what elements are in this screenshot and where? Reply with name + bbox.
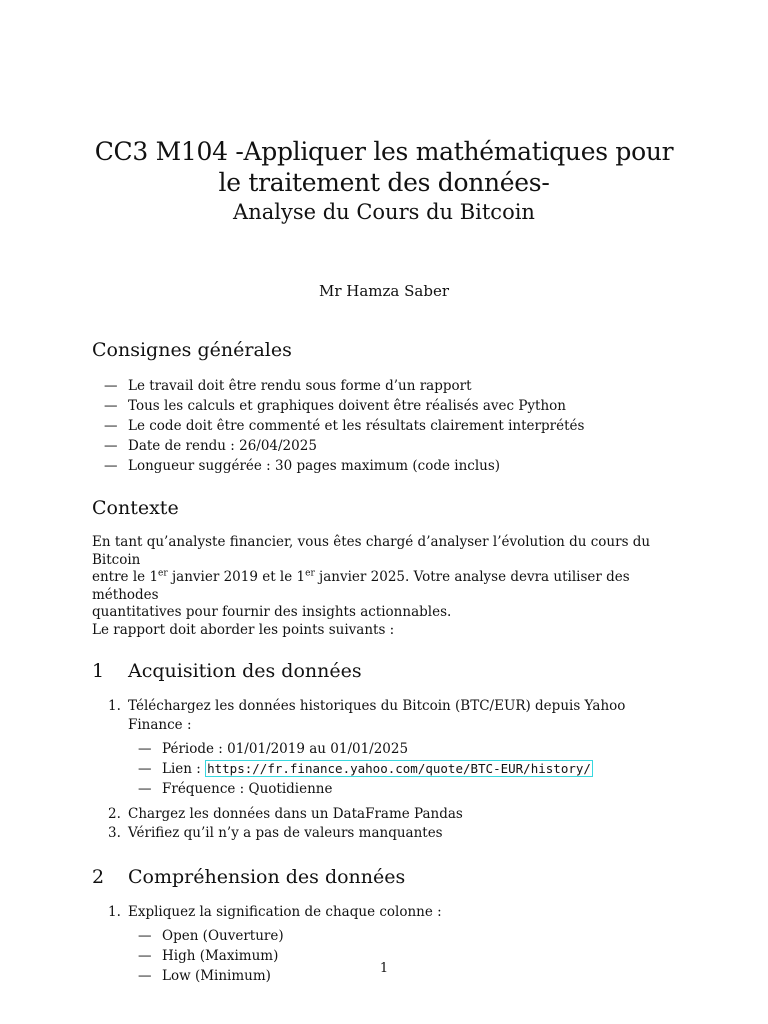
list-marker: 1. (108, 698, 121, 714)
list-item: — Tous les calculs et graphiques doivent être réalisés avec Python (104, 396, 678, 416)
section-number: 1 (92, 660, 105, 682)
list-item: — Open (Ouverture) (138, 926, 678, 946)
list-marker: 2. (108, 806, 121, 822)
consignes-heading: Consignes générales (92, 339, 292, 361)
contexte-line: quantitatives pour fournir des insights actionnables. (92, 604, 452, 620)
document-title-line-2: le traitement des données- (218, 168, 550, 197)
list-item-text: Expliquez la signification de chaque colonne : (128, 904, 442, 920)
text-span: entre le 1 (92, 569, 159, 585)
list-item: — Période : 01/01/2019 au 01/01/2025 (138, 739, 678, 759)
yahoo-finance-link[interactable]: https://fr.finance.yahoo.com/quote/BTC-EUR/history/ (207, 761, 591, 776)
section-title: Compréhension des données (128, 866, 406, 888)
section-1-list (92, 697, 678, 843)
list-item: — Le code doit être commenté et les résultats clairement interprétés (104, 416, 678, 436)
list-item (138, 759, 678, 779)
section-1-heading (92, 659, 678, 683)
section-number: 2 (92, 866, 105, 888)
list-item: — Low (Minimum) (138, 966, 678, 986)
list-item: — High (Maximum) (138, 946, 678, 966)
list-item (92, 697, 678, 799)
text-span: janvier 2019 et le 1 (167, 569, 306, 585)
list-item-text: Vérifiez qu’il n’y a pas de valeurs manquantes (128, 825, 443, 841)
list-item-text: Téléchargez les données historiques du Bitcoin (BTC/EUR) depuis Yahoo Finance : (128, 698, 626, 733)
author: Mr Hamza Saber (318, 282, 450, 300)
list-marker: 3. (108, 825, 121, 841)
list-item-text: Chargez les données dans un DataFrame Pandas (128, 806, 463, 822)
page-number: 1 (379, 961, 389, 976)
section-title: Acquisition des données (128, 660, 362, 682)
document-title-line-1: CC3 M104 -Appliquer les mathématiques pour (94, 137, 674, 166)
section-2-heading (92, 865, 678, 889)
superscript: er (158, 568, 168, 579)
text-span: janvier 2025. Votre analyse devra utiliser des méthodes (92, 569, 630, 603)
list-item: — Fréquence : Quotidienne (138, 779, 678, 799)
title-block (0, 136, 768, 226)
superscript: er (305, 568, 315, 579)
list-marker: 1. (108, 904, 121, 920)
contexte-line: Le rapport doit aborder les points suivants : (92, 621, 395, 638)
contexte-line: En tant qu’analyste financier, vous êtes chargé d’analyser l’évolution du cours du Bitcoin (92, 534, 651, 568)
link-label: Lien : (162, 761, 206, 777)
list-item (92, 805, 678, 824)
sub-list (128, 926, 678, 986)
contexte-heading: Contexte (92, 497, 179, 519)
contexte-line (92, 569, 678, 604)
list-item: — Le travail doit être rendu sous forme d’un rapport (104, 376, 678, 396)
sub-list (128, 739, 678, 799)
list-item (92, 824, 678, 843)
list-item: — Longueur suggérée : 30 pages maximum (code inclus) (104, 456, 678, 476)
document-body (92, 338, 678, 1008)
contexte-paragraph (92, 534, 678, 639)
consignes-list (92, 376, 678, 476)
list-item: — Date de rendu : 26/04/2025 (104, 436, 678, 456)
document-subtitle: Analyse du Cours du Bitcoin (233, 200, 535, 224)
